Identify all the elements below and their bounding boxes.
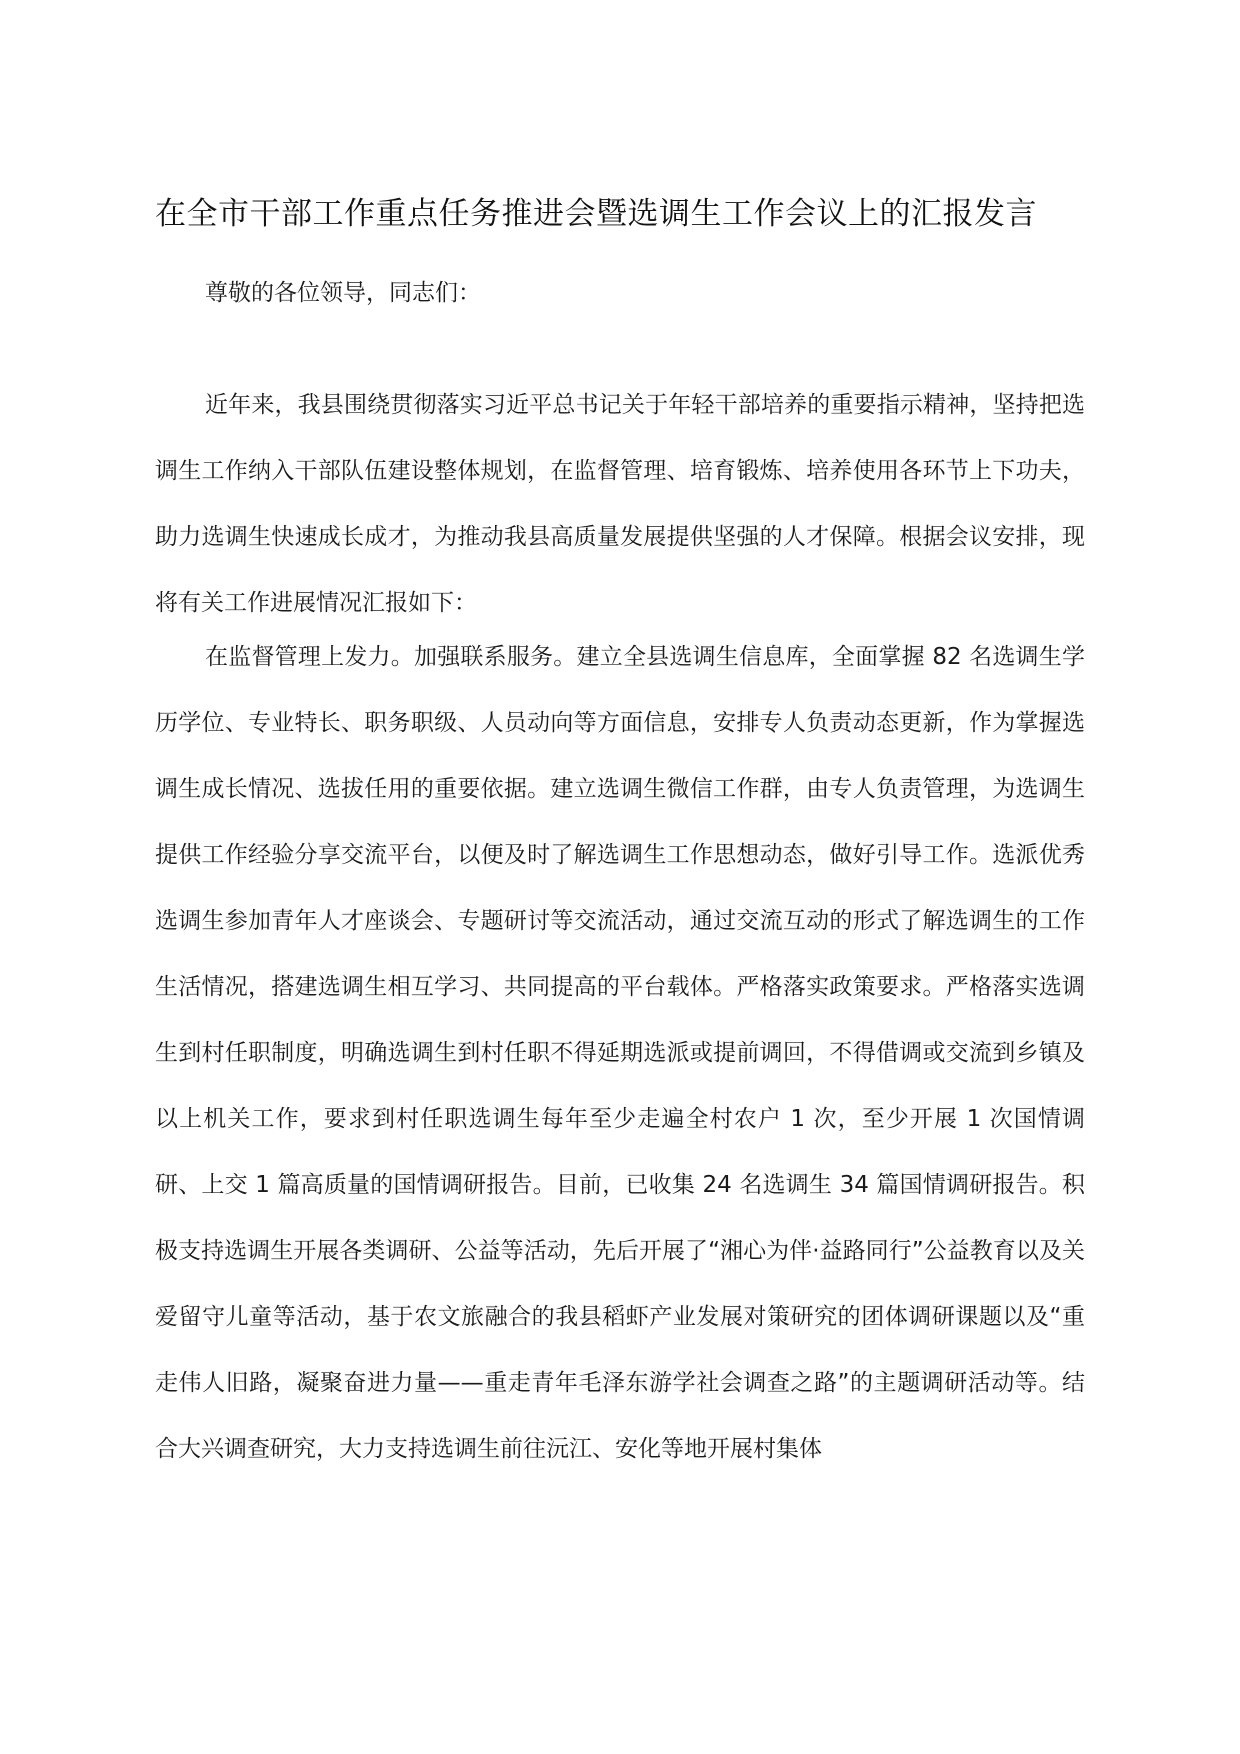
paragraph-block-2 — [155, 624, 1085, 1482]
paragraph-block-1 — [155, 372, 1085, 636]
paragraph-supervision: 在监督管理上发力。加强联系服务。建立全县选调生信息库，全面掌握 82 名选调生学历学位、专业特长、职务职级、人员动向等方面信息，安排专人负责动态更新，作为掌握选调生成长情况、选拔任用的重要依据。建立选调生微信工作群，由专人负责管理，为选调生提供工作经验分享交流平台，以便及时了解选调生工作思想动态，做好引导工作。选派优秀选调生参加青年人才座谈会、专题研讨等交流活动，通过交流互动的形式了解选调生的工作生活情况，搭建选调生相互学习、共同提高的平台载体。严格落实政策要求。严格落实选调生到村任职制度，明确选调生到村任职不得延期选派或提前调回，不得借调或交流到乡镇及以上机关工作，要求到村任职选调生每年至少走遍全村农户 1 次，至少开展 1 次国情调研、上交 1 篇高质量的国情调研报告。目前，已收集 24 名选调生 34 篇国情调研报告。积极支持选调生开展各类调研、公益等活动，先后开展了“湘心为伴·益路同行”公益教育以及关爱留守儿童等活动，基于农文旅融合的我县稻虾产业发展对策研究的团体调研课题以及“重走伟人旧路，凝聚奋进力量——重走青年毛泽东游学社会调查之路”的主题调研活动等。结合大兴调查研究，大力支持选调生前往沅江、安化等地开展村集体 — [155, 644, 1085, 1462]
greeting-block — [155, 260, 1085, 326]
greeting: 尊敬的各位领导，同志们： — [205, 280, 481, 306]
paragraph-intro: 近年来，我县围绕贯彻落实习近平总书记关于年轻干部培养的重要指示精神，坚持把选调生工作纳入干部队伍建设整体规划，在监督管理、培育锻炼、培养使用各环节上下功夫，助力选调生快速成长成才，为推动我县高质量发展提供坚强的人才保障。根据会议安排，现将有关工作进展情况汇报如下： — [155, 392, 1085, 616]
document-title: 在全市干部工作重点任务推进会暨选调生工作会议上的汇报发言 — [155, 196, 1037, 232]
